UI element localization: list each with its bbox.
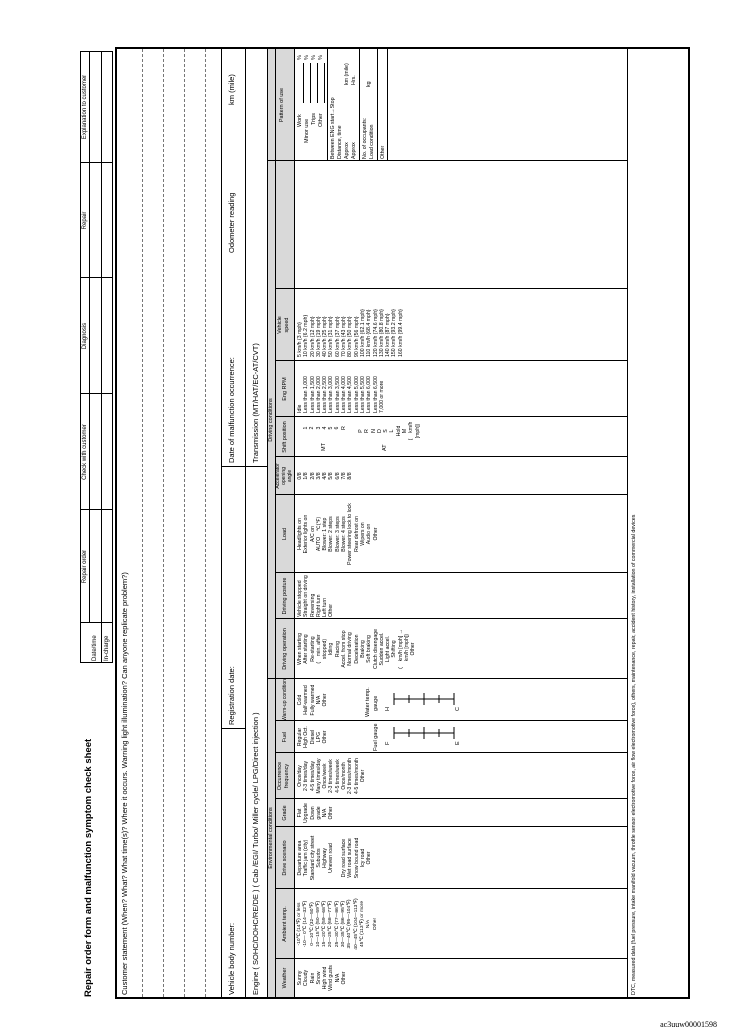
pattern-load-condition: Load condition [369, 124, 375, 159]
rotated-sheet [75, 43, 695, 1003]
driving-operation-list: When starting After starting Re-starting ( min. after stopped) Idling Racing Accel. from stop Normal driving Deceleration Braking Soft braking Clutch disengage Sudden accel. Light accel. Shifting ( km/h [mph] → km/h [mph]) Other [297, 628, 417, 670]
weather-list: Sunny Cloudy Rain Snow High wind Wind gusts N/A Other [297, 965, 348, 991]
pattern-other-2: Other [380, 145, 386, 159]
col-shift-position: Shift position [282, 421, 288, 453]
header-row-datetime: Date/time [92, 635, 98, 661]
pattern-pct-4: % [318, 55, 324, 60]
col-load: Load [282, 527, 288, 541]
water-temp-gauge-label: gauge [373, 695, 379, 711]
load-list: Headlights on Exterior lights on A/C on AUTO ℃(℉) Blower: 1 step Blower: 2 steps Blower: 3 steps Blower: 4 steps Power steering lock to lock Rear defrost on Wipers on Audio on Other [297, 503, 379, 565]
shift-mt-label: MT [321, 443, 327, 451]
warmup-list: Cold Half-warmed Fully warmed N/A Other [297, 684, 329, 716]
col-grade: Grade [282, 805, 288, 821]
header-col-check-customer: Check with customer [82, 424, 88, 480]
water-temp-label: Water temp. [365, 687, 371, 717]
shift-at-list: P R N D S L Hold M ( km/h [mph]) [358, 421, 421, 441]
accel-opening-list: 0/8 1/8 2/8 3/8 4/8 5/8 6/8 7/8 8/8 [297, 472, 354, 480]
fuel-gauge-label: Fuel gauge [373, 723, 379, 751]
malfunction-occurrence-date: Date of malfunction occurrence: [227, 357, 236, 463]
col-accel-2: opening [281, 467, 287, 485]
col-occurrence: Occurrence [277, 761, 283, 791]
pattern-trips: Trips [311, 112, 317, 125]
col-accel-1: Accelerator [275, 463, 281, 489]
transmission-type: Transmission (MT/HAT/EC-AT/CVT) [251, 343, 260, 463]
vehicle-body-number: Vehicle body number: [227, 922, 236, 995]
engine-type: Engine ( SOHC/DOHC/RE/DE ) ( Cab /EGI/ Turbo/ Miller cycle/ LPG/Direct injection ) [251, 712, 260, 995]
check-sheet [75, 43, 695, 1003]
col-eng-rpm: Eng RPM [282, 377, 288, 401]
pattern-work: Work [297, 114, 303, 127]
col-vehicle-1: Vehicle [277, 316, 283, 334]
pattern-pct-3: % [311, 55, 317, 60]
eng-rpm-list: Idle Less than 1,000 Less than 1,500 Less than 2,000 Less than 2,500 Less than 3,000 Less than 3,500 Less than 4,000 Less than 4,500 Less than 5,000 Less than 5,500 Less than 6,000 Less than 6,500 7,000 or more [297, 376, 385, 413]
pattern-pct-1: % [297, 55, 303, 60]
environmental-conditions-header: Environmental conditions [268, 807, 274, 869]
pattern-other: Other [318, 113, 324, 127]
fuel-gauge-icon [393, 723, 455, 743]
fuel-gauge-f: F [385, 741, 391, 745]
pattern-approx-1: Approx [344, 142, 350, 159]
outer-border [15, 17, 16, 18]
occurrence-list: Once/day 2-3 times/day 4-5 times/day Many times/day Once/week 2-3 times/week 4-5 times/week Once/month 2-3 times/month 4-5 times/month Other [297, 758, 366, 794]
col-drive-scenario: Drive scenario [282, 840, 288, 876]
pattern-pct-2: % [304, 55, 310, 60]
pattern-kg: kg [366, 81, 372, 87]
pattern-distance-time: Distance, time [337, 125, 343, 159]
pattern-hrs: Hrs. [351, 75, 357, 85]
col-occurrence-frequency: frequency [284, 763, 290, 789]
header-col-explanation: Explanation to customer [82, 74, 88, 140]
water-temp-gauge-icon [393, 689, 455, 709]
shift-at-label: AT [382, 444, 388, 451]
main-frame [115, 47, 690, 999]
ambient-temp-list: -10℃ (14℉) or less -10— 0℃ (14—32℉) 0—10℃ (32—50℉) 10—15℃ (50—59℉) 15—20℃ (59—68℉) 20—25℃ (68—77℉) 25—30℃ (77—86℉) 30—35℃ (86—95℉) 35—40℃ (95—104℉) 40—45℃ (104—113℉) 45℃ (113℉) or more N/A Other [297, 898, 378, 950]
footer-note: DTC, measured data (fuel pressure, intake manifold vacuum, throttle sensor electromotive force, air flow electromotive force), others, maintenance, repair, accident history, installation of commercial devices [631, 514, 637, 995]
col-fuel: Fuel [282, 731, 288, 743]
col-driving-operation: Driving operation [282, 628, 288, 670]
odometer-reading: Odometer reading [227, 192, 236, 253]
vehicle-speed-list: 5 km/h {3 mph} 10 km/h {6.2 mph} 20 km/h {12 mph} 30 km/h {19 mph} 40 km/h {25 mph} 50 km/h {31 mph} 60 km/h {37 mph} 70 km/h {43 mph} 80 km/h {50 mph} 90 km/h {56 mph} 100 km/h {62.1 mph} 110 km/h {68.4 mph} 120 km/h {74.6 mph} 130 km/h {80.8 mph} 140 km/h {87 mph} 150 km/h {93.2 mph} 160 km/h {99.4 mph} [297, 309, 404, 357]
water-temp-h: H [385, 707, 391, 711]
col-vehicle-2: speed [284, 317, 290, 333]
fuel-list: Regular High Oct. Diesel LPG Other [297, 726, 329, 748]
col-warmup: Warm-up condition [282, 679, 288, 721]
pattern-km: km (mile) [344, 63, 350, 85]
sheet-title: Repair order form and malfunction symptom check sheet [83, 738, 94, 997]
col-accel-3: angle [287, 469, 293, 483]
water-temp-c: C [455, 707, 461, 711]
header-col-diagnosis: Diagnosis [82, 322, 88, 350]
driving-posture-list: Vehicle stopped Straight on driving Reversing Right turn Left turn Other [297, 575, 335, 617]
fuel-gauge-e: E [455, 741, 461, 745]
registration-date: Registration date: [227, 666, 236, 725]
col-driving-posture: Driving posture [282, 577, 288, 615]
odometer-unit: km (mile) [227, 74, 236, 105]
pattern-approx-2: Approx [351, 142, 357, 159]
header-col-repair: Repair [82, 211, 88, 230]
pattern-occupants: No. of occupants: [362, 117, 368, 159]
header-col-repair-order: Repair order [82, 549, 88, 584]
driving-conditions-header: Driving conditions [268, 398, 274, 442]
drive-scenario-list: Departure area Traffic jam (city) Standard city street Suburbs Highway Uneven road Dry road surface Wet road surface Snow bound road Icy road Other [297, 835, 373, 881]
pattern-eng-start-stop: Between ENG start→Stop [330, 97, 336, 159]
header-row-incharge: In-charge [104, 635, 110, 661]
shift-mt-list: 1 2 3 4 5 6 R [303, 426, 347, 430]
document-code: ac3uuw00001598 [660, 1020, 717, 1029]
col-weather: Weather [282, 967, 288, 989]
pattern-minor-use: Minor use [304, 118, 310, 143]
col-ambient-temp: Ambient temp. [282, 906, 288, 942]
col-pattern-of-use: Pattern of use [279, 87, 285, 123]
customer-statement: Customer statement (When? What? What time(s)? Where it occurs. Warning light illumination? Can anyone replicate problem?) [120, 572, 129, 995]
grade-list: Flat Upgrade Down grade N/A Other [297, 803, 335, 823]
